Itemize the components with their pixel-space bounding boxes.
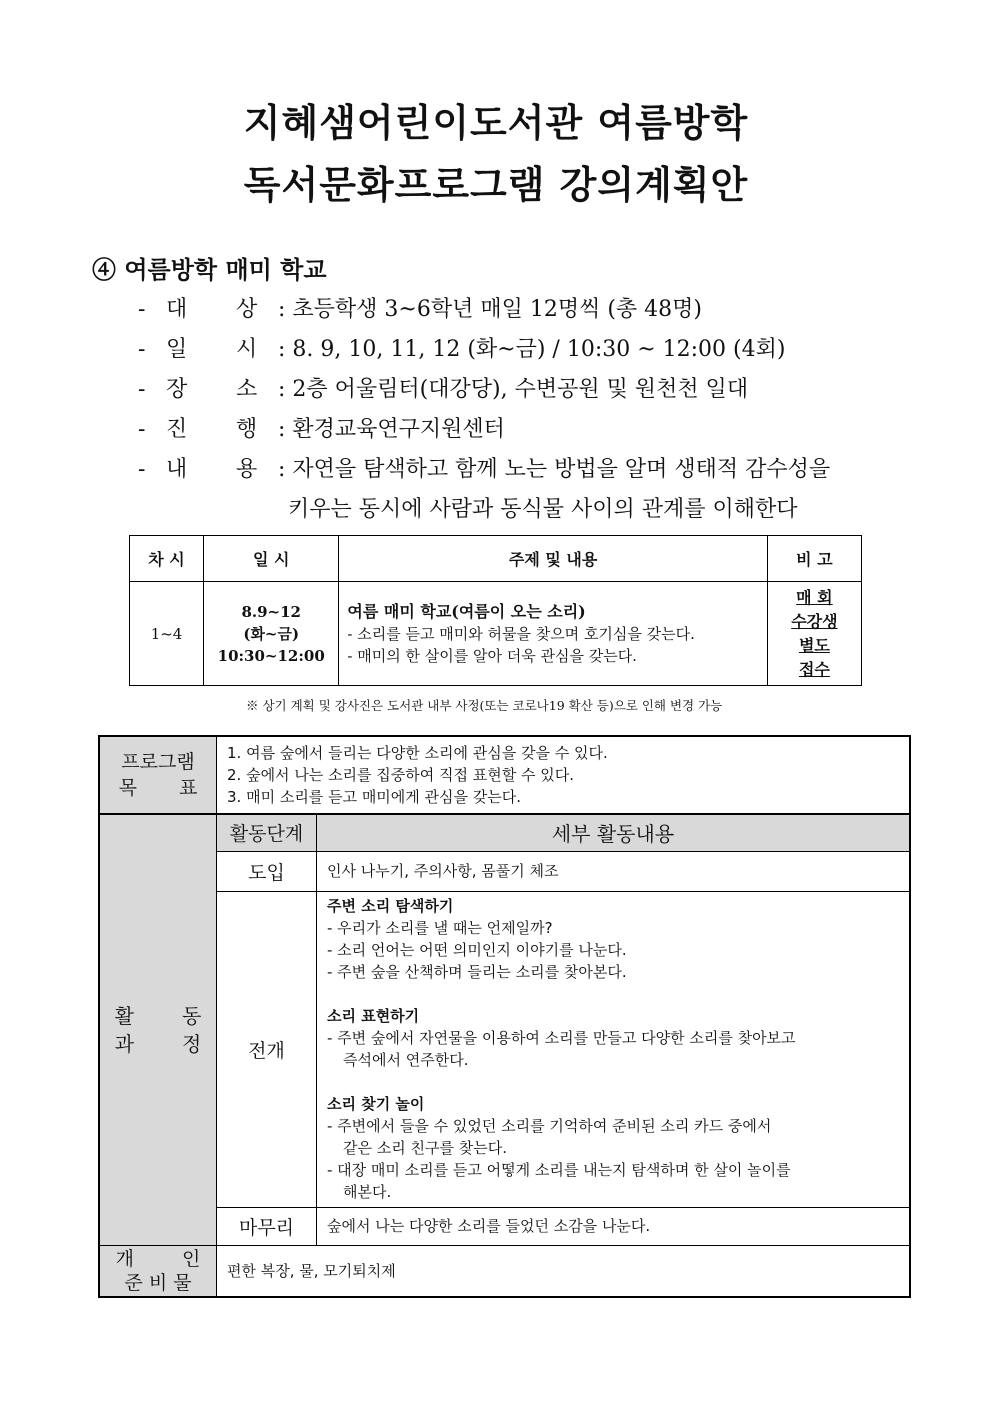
goal-content: 1. 여름 숲에서 들리는 다양한 소리에 관심을 갖을 수 있다. 2. 숲에서 나는 소리를 집중하여 직접 표현할 수 있다. 3. 매미 소리를 듣고 매미에게 관심을 갖는다. xyxy=(217,736,911,814)
stage-intro: 도입 xyxy=(217,851,317,891)
schedule-table xyxy=(129,535,862,686)
info-content-cont: 키우는 동시에 사람과 동식물 사이의 관계를 이해한다 xyxy=(288,497,798,522)
header-date: 일 시 xyxy=(204,536,339,582)
document-title-line1: 지혜샘어린이도서관 여름방학 xyxy=(243,101,749,145)
detail-header: 세부 활동내용 xyxy=(317,814,911,851)
cell-session: 1~4 xyxy=(130,582,204,686)
end-content: 숲에서 나는 다양한 소리를 들었던 소감을 나눈다. xyxy=(317,1207,911,1245)
cell-date: 8.9~12 (화~금) 10:30~12:00 xyxy=(204,582,339,686)
cell-remark: 매 회 수강생 별도 접수 xyxy=(767,582,861,686)
header-session: 차 시 xyxy=(130,536,204,582)
info-place: - 장 소 : 2층 어울림터(대강당), 수변공원 및 원천천 일대 xyxy=(138,377,749,402)
intro-content: 인사 나누기, 주의사항, 몸풀기 체조 xyxy=(317,851,911,891)
info-target: - 대 상 : 초등학생 3~6학년 매일 12명씩 (총 48명) xyxy=(138,297,702,322)
prep-label: 개 인 준 비 물 xyxy=(99,1245,217,1297)
activity-plan-table xyxy=(98,735,911,1298)
stage-main: 전개 xyxy=(217,891,317,1207)
stage-header: 활동단계 xyxy=(217,814,317,851)
notice-text: ※ 상기 계획 및 강사진은 도서관 내부 사정(또는 코로나19 확산 등)으로 인해 변경 가능 xyxy=(246,698,723,713)
header-remark: 비 고 xyxy=(767,536,861,582)
header-topic: 주제 및 내용 xyxy=(339,536,767,582)
info-content: - 내 용 : 자연을 탐색하고 함께 노는 방법을 알며 생태적 감수성을 xyxy=(138,457,831,482)
document-title-line2: 독서문화프로그램 강의계획안 xyxy=(243,163,749,207)
cell-topic: 여름 매미 학교(여름이 오는 소리) - 소리를 듣고 매미와 허물을 찾으며 호기심을 갖는다. - 매미의 한 살이를 알아 더욱 관심을 갖는다. xyxy=(339,582,767,686)
main-content: 주변 소리 탐색하기 - 우리가 소리를 낼 때는 언제일까? - 소리 언어는 어떤 의미인지 이야기를 나눈다. - 주변 숲을 산책하며 들리는 소리를 찾아본다. 소리 표현하기 - 주변 숲에서 자연물을 이용하여 소리를 만들고 다양한 소리를 찾아보고 즉석에서 연주한다. 소리 찾기 놀이 - 주변에서 들을 수 있었던 소리를 기억하여 준비된 소리 카드 중에서 같은 소리 친구를 찾는다. - 대장 매미 소리를 듣고 어떻게 소리를 내는지 탐색하며 한 살이 놀이를 해본다. xyxy=(317,891,911,1207)
goal-label: 프로그램 목 표 xyxy=(99,736,217,814)
section-title: ④ 여름방학 매미 학교 xyxy=(92,255,327,284)
info-date: - 일 시 : 8. 9, 10, 11, 12 (화~금) / 10:30 ~ 12:00 (4회) xyxy=(138,337,786,362)
prep-content: 편한 복장, 물, 모기퇴치제 xyxy=(217,1245,911,1297)
info-host: - 진 행 : 환경교육연구지원센터 xyxy=(138,417,505,442)
process-label: 활 동 과 정 xyxy=(99,814,217,1245)
stage-end: 마무리 xyxy=(217,1207,317,1245)
